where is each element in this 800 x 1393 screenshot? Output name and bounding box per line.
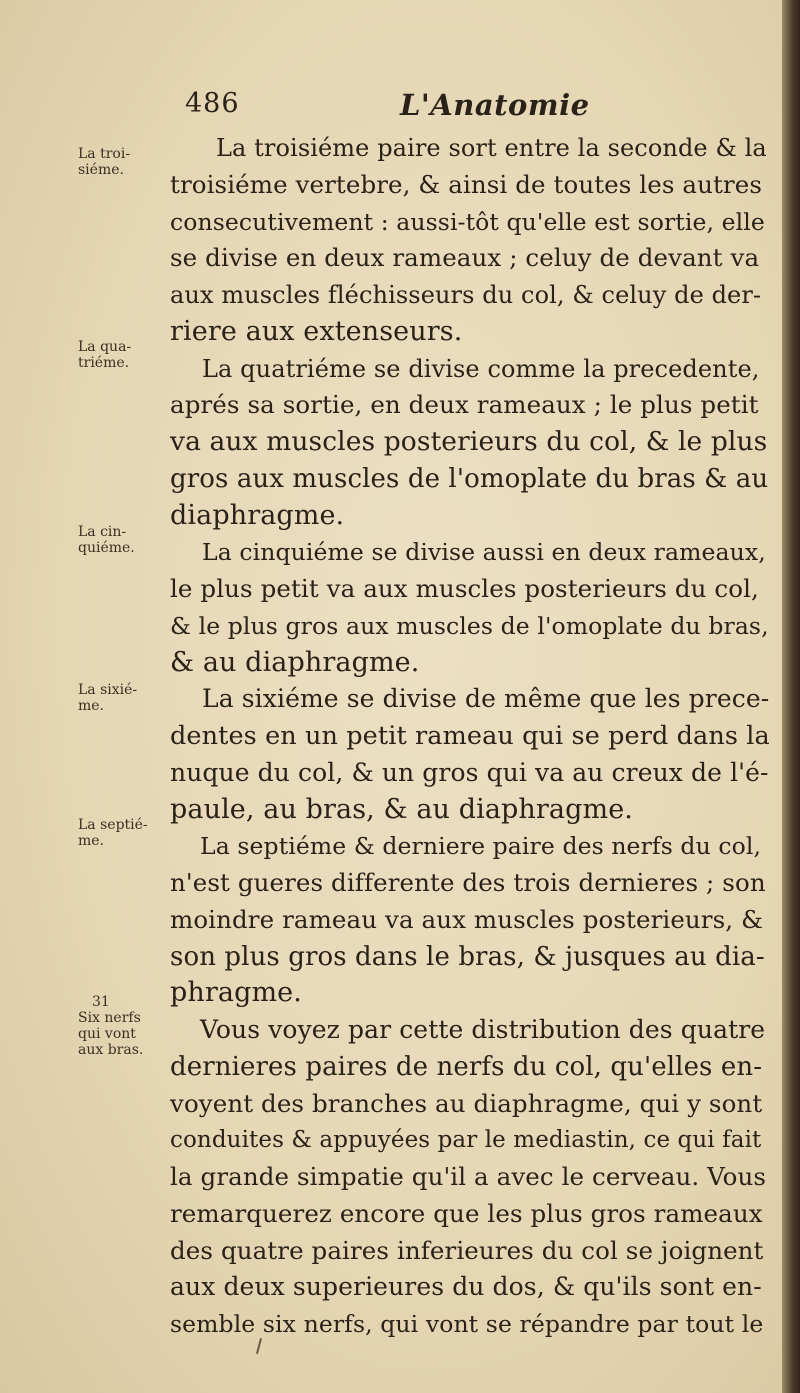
text-line: riere aux extenseurs. [170,315,463,347]
text-line: des quatre paires inferieures du col se joignent [170,1235,764,1265]
margin-note-line: me. [78,833,105,849]
margin-note-line: Six nerfs [78,1010,141,1026]
text-line: semble six nerfs, qui vont se répandre par tout le [170,1310,764,1338]
text-line: consecutivement : aussi-tôt qu'elle est sortie, elle [170,207,765,236]
text-line: phragme. [170,977,302,1009]
margin-note-line: me. [78,698,105,714]
text-line: La quatriéme se divise comme la precedente, [202,354,760,383]
text-line: remarquerez encore que les plus gros rameaux [170,1198,763,1228]
margin-note-line: quiéme. [78,540,135,556]
margin-note-line: La sixié- [78,682,138,698]
text-line: La sixiéme se divise de même que les prece- [202,684,770,714]
text-line: n'est gueres differente des trois dernieres ; son [170,868,766,897]
text-line: dernieres paires de nerfs du col, qu'elles en- [170,1051,763,1082]
text-line: son plus gros dans le bras, & jusques au dia- [170,941,765,972]
text-line: La cinquiéme se divise aussi en deux rameaux, [202,538,766,567]
margin-note-line: La troi- [78,146,131,162]
text-line: aux deux superieures du dos, & qu'ils sont en- [170,1272,762,1302]
text-line: diaphragme. [170,499,345,531]
margin-note-line: qui vont [78,1026,136,1042]
text-line: aprés sa sortie, en deux rameaux ; le plus petit [170,390,759,420]
margin-note-line: La qua- [78,339,132,355]
text-line: troisiéme vertebre, & ainsi de toutes les autres [170,169,763,199]
text-line: se divise en deux rameaux ; celuy de devant va [170,243,760,273]
text-line: conduites & appuyées par le mediastin, ce qui fait [170,1127,762,1154]
margin-note-line: La septié- [78,817,148,833]
text-line: le plus petit va aux muscles posterieurs du col, [170,574,759,603]
text-line: & le plus gros aux muscles de l'omoplate du bras, [170,611,769,640]
page-edge-shadow [782,0,800,1393]
text-line: gros aux muscles de l'omoplate du bras & au [170,463,769,494]
margin-note-number: 31 [92,994,110,1010]
margin-note-line: aux bras. [78,1042,144,1058]
margin-note-line: triéme. [78,355,130,371]
text-line: Vous voyez par cette distribution des quatre [200,1015,766,1044]
text-line: va aux muscles posterieurs du col, & le plus [170,426,768,457]
text-line: voyent des branches au diaphragme, qui y sont [170,1088,763,1118]
text-line: nuque du col, & un gros qui va au creux de l'é- [170,757,769,787]
margin-note-line: La cin- [78,524,127,540]
text-line: La troisiéme paire sort entre la seconde & la [216,134,767,162]
text-line: la grande simpatie qu'il a avec le cerveau. Vous [170,1162,767,1191]
text-line: aux muscles fléchisseurs du col, & celuy de der- [170,281,762,309]
running-title: L'Anatomie [400,88,590,122]
margin-note-third [78,146,168,178]
margin-note-fifth [78,524,168,556]
body-text [170,130,770,1343]
text-line: & au diaphragme. [170,646,420,678]
margin-note-fourth [78,339,168,371]
margin-note-line: siéme. [78,162,124,178]
page-header [185,88,605,128]
margin-note-six-nerves [78,994,168,1058]
text-line: dentes en un petit rameau qui se perd dans la [170,721,770,751]
text-line: moindre rameau va aux muscles posterieurs, & [170,904,763,934]
text-line: La septiéme & derniere paire des nerfs du col, [200,832,762,861]
page-number: 486 [185,88,240,119]
text-line: paule, au bras, & au diaphragme. [170,793,633,825]
margin-note-seventh [78,817,168,849]
margin-note-sixth [78,682,168,714]
